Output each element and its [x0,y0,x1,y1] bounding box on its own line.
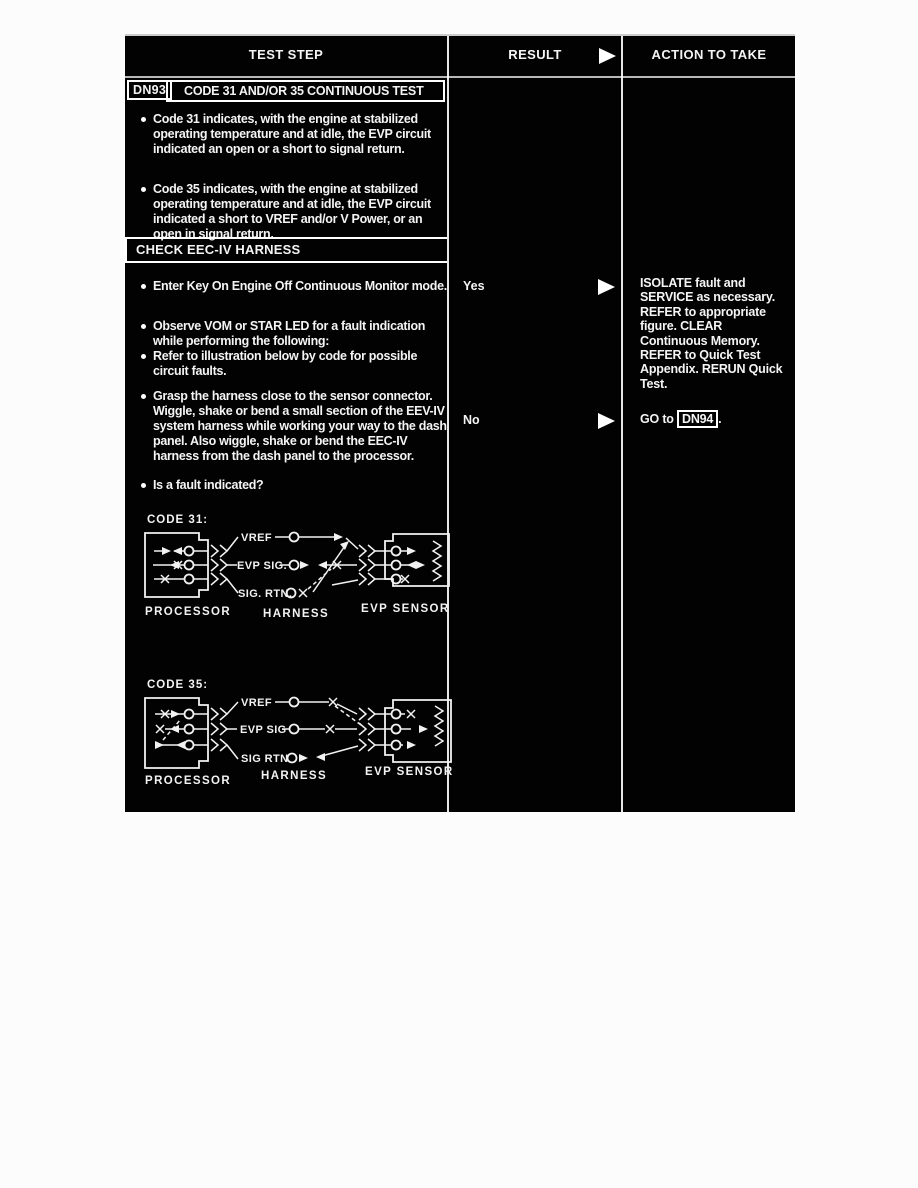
step-bullet [140,478,453,493]
section-header: CHECK EEC-IV HARNESS [125,237,447,263]
column-header-test-step: TEST STEP [248,47,324,62]
step-bullet-text: Enter Key On Engine Off Continuous Monitor mode. [153,279,447,293]
result-arrow-icon [599,48,616,64]
step-bullet-text: Refer to illustration below by code for possible circuit faults. [153,349,418,378]
bullet-dot-icon [141,117,146,122]
column-header-result: RESULT [508,47,562,62]
wire-label-sig-rtn: SIG. RTN. [238,588,293,600]
diagram-title: CODE 31: [147,514,209,526]
wire-label-sig-rtn: SIG RTN [241,753,289,765]
action-suffix: . [718,412,722,426]
header-divider [125,76,795,78]
step-bullet [140,349,453,379]
result-label-yes: Yes [463,279,485,293]
step-bullet [140,389,453,464]
diagnostic-table [125,34,795,812]
bullet-dot-icon [141,483,146,488]
bullet-dot-icon [141,284,146,289]
action-text-no [640,410,790,428]
column-divider [621,36,623,812]
result-label-no: No [463,413,480,427]
bullet-dot-icon [141,187,146,192]
step-bullet-text: Is a fault indicated? [153,478,264,492]
step-bullet [140,279,453,294]
bullet-dot-icon [141,354,146,359]
description-bullet-text: Code 35 indicates, with the engine at stabilized operating temperature and at idle, the EVP circuit indicated a short to VREF and/or V Power, or an open in signal return. [153,182,431,241]
step-bullet-text: Grasp the harness close to the sensor connector. Wiggle, shake or bend a small section of the EEV-IV system harness while working your way to the dash panel. Also wiggle, shake or bend the EEC-IV harness from the dash panel to the processor. [153,389,447,463]
bullet-dot-icon [141,324,146,329]
test-reference-box: DN94 [677,410,718,428]
code-31-wiring-diagram [141,511,463,626]
wire-label-evp-sig: EVP SIG. [237,560,288,572]
component-label-processor: PROCESSOR [145,775,232,787]
wire-label-vref: VREF [241,697,272,709]
component-label-harness: HARNESS [263,608,330,620]
component-label-evp-sensor: EVP SENSOR [365,766,454,778]
processor-box [145,698,208,768]
component-label-harness: HARNESS [261,770,328,782]
description-bullet-text: Code 31 indicates, with the engine at stabilized operating temperature and at idle, the EVP circuit indicated an open or a short to signal return. [153,112,431,156]
diagram-title: CODE 35: [147,679,209,691]
component-label-evp-sensor: EVP SENSOR [361,603,450,615]
code-35-wiring-diagram [141,672,463,792]
result-arrow-icon [598,279,615,295]
wire-label-evp-sig: EVP SIG [240,724,287,736]
step-bullet-text: Observe VOM or STAR LED for a fault indication while performing the following: [153,319,426,348]
action-go-to-text: GO to [640,412,674,426]
wire-label-vref: VREF [241,532,272,544]
step-bullet [140,319,453,349]
result-arrow-icon [598,413,615,429]
bullet-dot-icon [141,394,146,399]
description-bullet [140,182,453,242]
column-header-action: ACTION TO TAKE [651,47,767,62]
action-text-yes: ISOLATE fault and SERVICE as necessary. REFER to appropriate figure. CLEAR Continuous Memory. REFER to Quick Test Appendix. RERUN Quick Test. [640,276,783,391]
sensor-resistor-squiggle [433,541,441,581]
sensor-resistor-squiggle [435,706,443,746]
description-bullet [140,112,453,157]
component-label-processor: PROCESSOR [145,606,232,618]
test-id-badge: DN93 [127,80,172,100]
test-title: CODE 31 AND/OR 35 CONTINUOUS TEST [166,80,445,102]
